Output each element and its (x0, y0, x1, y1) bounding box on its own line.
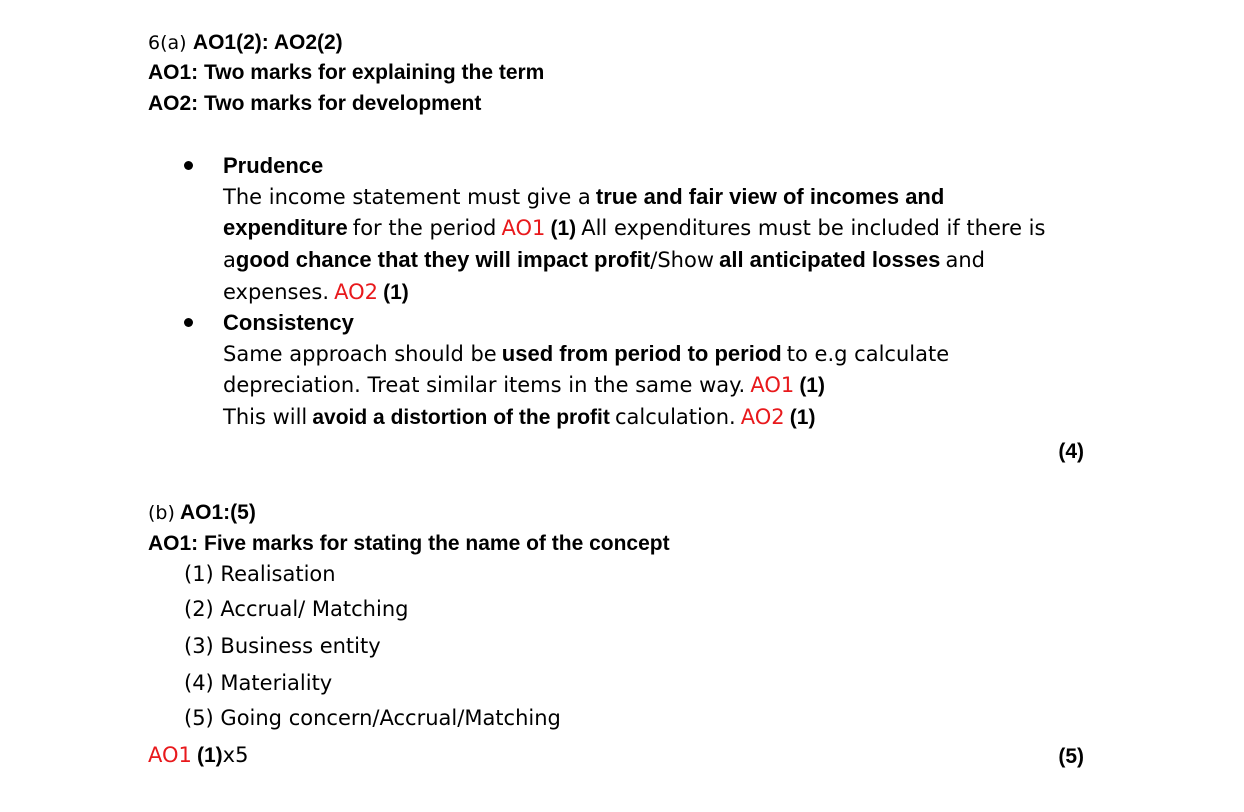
prudence-line-3 (223, 249, 985, 271)
concept-item: (4) Materiality (184, 671, 333, 695)
ao-tag: AO1 (750, 373, 795, 397)
consistency-title: Consistency (223, 310, 354, 335)
consistency-bold: used from period to period (501, 341, 782, 366)
prudence-title: Prudence (223, 153, 324, 178)
prudence-line-1 (223, 186, 944, 208)
concept-item: (2) Accrual/ Matching (184, 597, 409, 621)
consistency-text: This will (223, 405, 308, 429)
ao-tag: AO1 (148, 743, 192, 767)
concept-item: (3) Business entity (184, 634, 381, 658)
part-a-heading (148, 32, 343, 53)
consistency-bold: avoid a distortion of the profit (312, 406, 610, 429)
part-a-total: (4) (1058, 440, 1084, 463)
ao-tag: AO2 (740, 405, 785, 429)
consistency-text: depreciation. Treat similar items in the same way. (223, 373, 746, 397)
prudence-line-4 (223, 282, 409, 303)
part-a-ao-heading: AO1(2): AO2(2) (192, 31, 343, 54)
prudence-bold: true and fair view of incomes and (595, 184, 945, 209)
mark: (1) (196, 744, 223, 767)
prudence-bold: good chance that they will impact profit (235, 247, 651, 272)
part-b-label: (b) (148, 502, 175, 524)
bullet-icon (184, 161, 193, 170)
mark: (1) (383, 281, 409, 304)
prudence-text: The income statement must give a (223, 185, 591, 209)
prudence-bold: expenditure (223, 215, 348, 240)
ao-tag: AO1 (501, 216, 546, 240)
prudence-line-2 (223, 217, 1045, 239)
consistency-text: Same approach should be (223, 342, 497, 366)
prudence-bold: all anticipated losses (719, 247, 941, 272)
part-a-label: 6(a) (148, 32, 187, 54)
multiplier: x5 (222, 743, 249, 767)
consistency-line-2 (223, 375, 825, 396)
prudence-text: a (223, 248, 236, 272)
consistency-line-3 (223, 407, 815, 428)
part-b-footer (148, 745, 248, 766)
ao-tag: AO2 (334, 280, 378, 304)
concept-item: (1) Realisation (184, 562, 336, 586)
prudence-text: /Show (650, 248, 714, 272)
prudence-text: and (945, 248, 986, 272)
part-b-total: (5) (1058, 745, 1084, 768)
part-b-ao-heading: AO1:(5) (179, 501, 256, 524)
consistency-line-1 (223, 343, 949, 365)
prudence-text: expenses. (223, 280, 330, 304)
concept-item: (5) Going concern/Accrual/Matching (184, 706, 561, 730)
part-a-ao1-line: AO1: Two marks for explaining the term (148, 61, 545, 84)
part-b-heading (148, 502, 256, 523)
consistency-text: calculation. (614, 405, 736, 429)
prudence-text: for the period (352, 216, 497, 240)
mark: (1) (799, 374, 825, 397)
bullet-icon (184, 318, 193, 327)
part-a-ao2-line: AO2: Two marks for development (148, 92, 482, 115)
consistency-text: to e.g calculate (786, 342, 950, 366)
part-b-ao1-line: AO1: Five marks for stating the name of the concept (148, 532, 670, 555)
mark: (1) (789, 406, 816, 429)
prudence-text: All expenditures must be included if there is (581, 216, 1046, 240)
mark: (1) (550, 217, 577, 240)
